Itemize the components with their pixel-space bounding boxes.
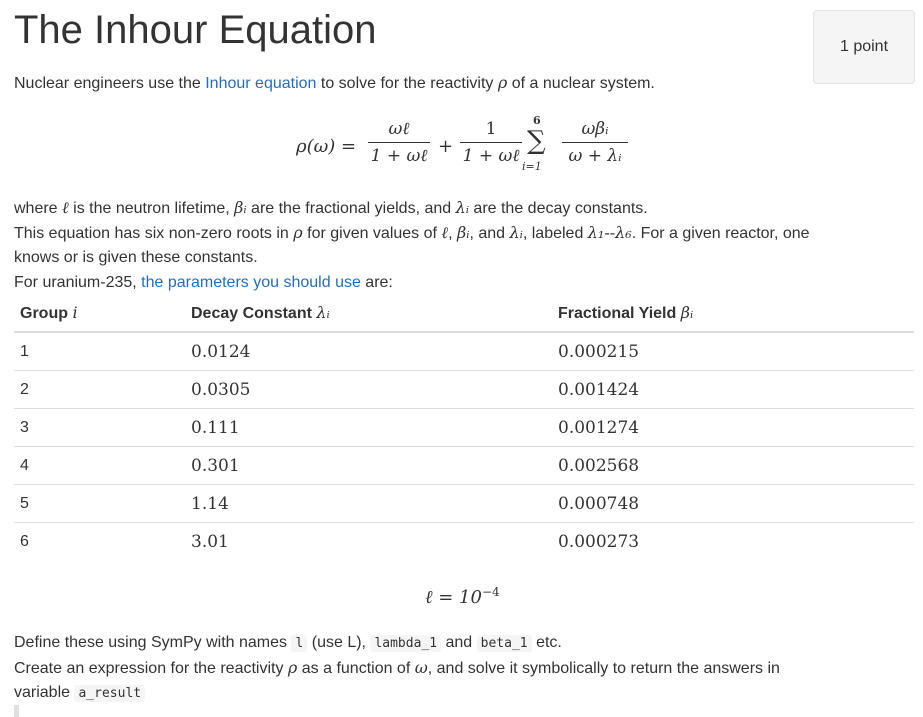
table-row [14,409,914,447]
header-label: Decay Constant [191,305,317,322]
where-line [14,195,648,221]
table-row [14,371,914,409]
equation-plus: + [438,136,454,157]
parameters-link[interactable]: the parameters you should use [141,274,361,291]
fraction-numerator: ωβᵢ [581,119,609,139]
inhour-equation-link[interactable]: Inhour equation [205,75,317,92]
ell-equation [425,585,500,608]
fractional-yield-cell: 0.000215 [552,332,914,371]
ell-symbol: ℓ [441,223,449,242]
beta-symbol: βᵢ [234,198,247,217]
fraction-bar [368,142,430,143]
header-label: Fractional Yield [558,305,681,322]
code-beta-1: beta_1 [477,635,532,652]
lambda-range: λ₁--λ₆ [587,223,632,242]
fractional-yield-cell: 0.000748 [552,485,914,523]
roots-line [14,220,810,246]
rho-symbol: ρ [497,73,508,92]
fractional-yield-cell: 0.001424 [552,371,914,409]
answer-input-edge[interactable] [14,705,19,717]
decay-constant-cell: 0.0305 [185,371,552,409]
text: This equation has six non-zero roots in [14,225,294,242]
intro-text: of a nuclear system. [507,75,655,92]
intro-text: Nuclear engineers use the [14,75,206,92]
lambda-symbol: λᵢ [316,303,330,322]
beta-symbol: βᵢ [456,223,470,242]
fraction-denominator: ω + λᵢ [568,146,622,166]
points-badge: 1 point [813,10,915,84]
text: . For a given reactor, one [631,225,810,242]
decay-constant-cell: 1.14 [185,485,552,523]
sum-upper-limit: 6 [533,114,541,127]
text: Create an expression for the reactivity [14,660,288,677]
text: For uranium-235, [14,274,142,291]
fractional-yield-cell: 0.001274 [552,409,914,447]
uranium-line [14,270,393,295]
decay-constant-cell: 3.01 [185,523,552,561]
group-cell: 2 [14,371,185,409]
i-symbol: i [72,303,78,322]
text: where [14,200,63,217]
knows-line: knows or is given these constants. [14,249,258,266]
equation-lhs: ρ(ω) = [296,136,357,157]
text: are: [360,274,393,291]
code-lambda-1: lambda_1 [370,635,441,652]
lambda-symbol: λᵢ [455,198,469,217]
text: for given values of [302,225,442,242]
text: (use L), [307,634,371,651]
lambda-symbol: λᵢ [509,223,523,242]
rho-symbol: ρ [293,223,303,242]
text: as a function of [297,660,415,677]
ell-equation-exponent: −4 [481,585,500,599]
parameters-table [14,295,914,560]
header-label: Group [20,305,73,322]
text: are the decay constants. [468,200,648,217]
table-body [14,332,914,560]
fraction-denominator: 1 + ωℓ [370,146,428,166]
fraction-bar [460,142,522,143]
equation-fraction-2 [460,118,522,167]
code-l: l [291,635,307,652]
fraction-bar [562,142,628,143]
fraction-denominator: 1 + ωℓ [462,146,520,166]
table-row [14,332,914,371]
decay-constant-cell: 0.301 [185,447,552,485]
intro-text: to solve for the reactivity [316,75,498,92]
text: , and solve it symbolically to return the answers in [427,660,780,677]
table-row [14,447,914,485]
text: etc. [531,634,562,651]
text: is the neutron lifetime, [68,200,235,217]
define-line [14,630,562,656]
column-header-yield [552,295,914,332]
variable-line [14,680,145,706]
beta-symbol: βᵢ [680,303,694,322]
text: Define these using SymPy with names [14,634,292,651]
decay-constant-cell: 0.0124 [185,332,552,371]
omega-symbol: ω [414,658,428,677]
create-line [14,655,780,681]
column-header-decay [185,295,552,332]
sum-symbol: ∑ [527,126,546,156]
text: , and [469,225,510,242]
intro-paragraph [14,70,655,96]
equation-fraction-1 [368,118,430,167]
table-row [14,485,914,523]
group-cell: 1 [14,332,185,371]
code-a-result: a_result [74,685,145,702]
column-header-group [14,295,185,332]
fractional-yield-cell: 0.002568 [552,447,914,485]
text: , [448,225,457,242]
ell-equation-lhs: ℓ = 10 [425,587,482,608]
page-title: The Inhour Equation [14,8,377,52]
decay-constant-cell: 0.111 [185,409,552,447]
text: are the fractional yields, and [246,200,456,217]
text: and [441,634,477,651]
equation-fraction-3 [562,118,628,167]
rho-symbol: ρ [287,658,298,677]
fractional-yield-cell: 0.000273 [552,523,914,561]
sum-lower-limit: i=1 [522,160,542,173]
fraction-numerator: 1 [485,119,497,139]
group-cell: 6 [14,523,185,561]
text: , labeled [522,225,588,242]
group-cell: 3 [14,409,185,447]
table-header-row [14,295,914,332]
inhour-equation [296,116,636,182]
ell-symbol: ℓ [62,198,69,217]
table-row [14,523,914,561]
fraction-numerator: ωℓ [388,119,410,139]
group-cell: 4 [14,447,185,485]
text: variable [14,684,75,701]
group-cell: 5 [14,485,185,523]
